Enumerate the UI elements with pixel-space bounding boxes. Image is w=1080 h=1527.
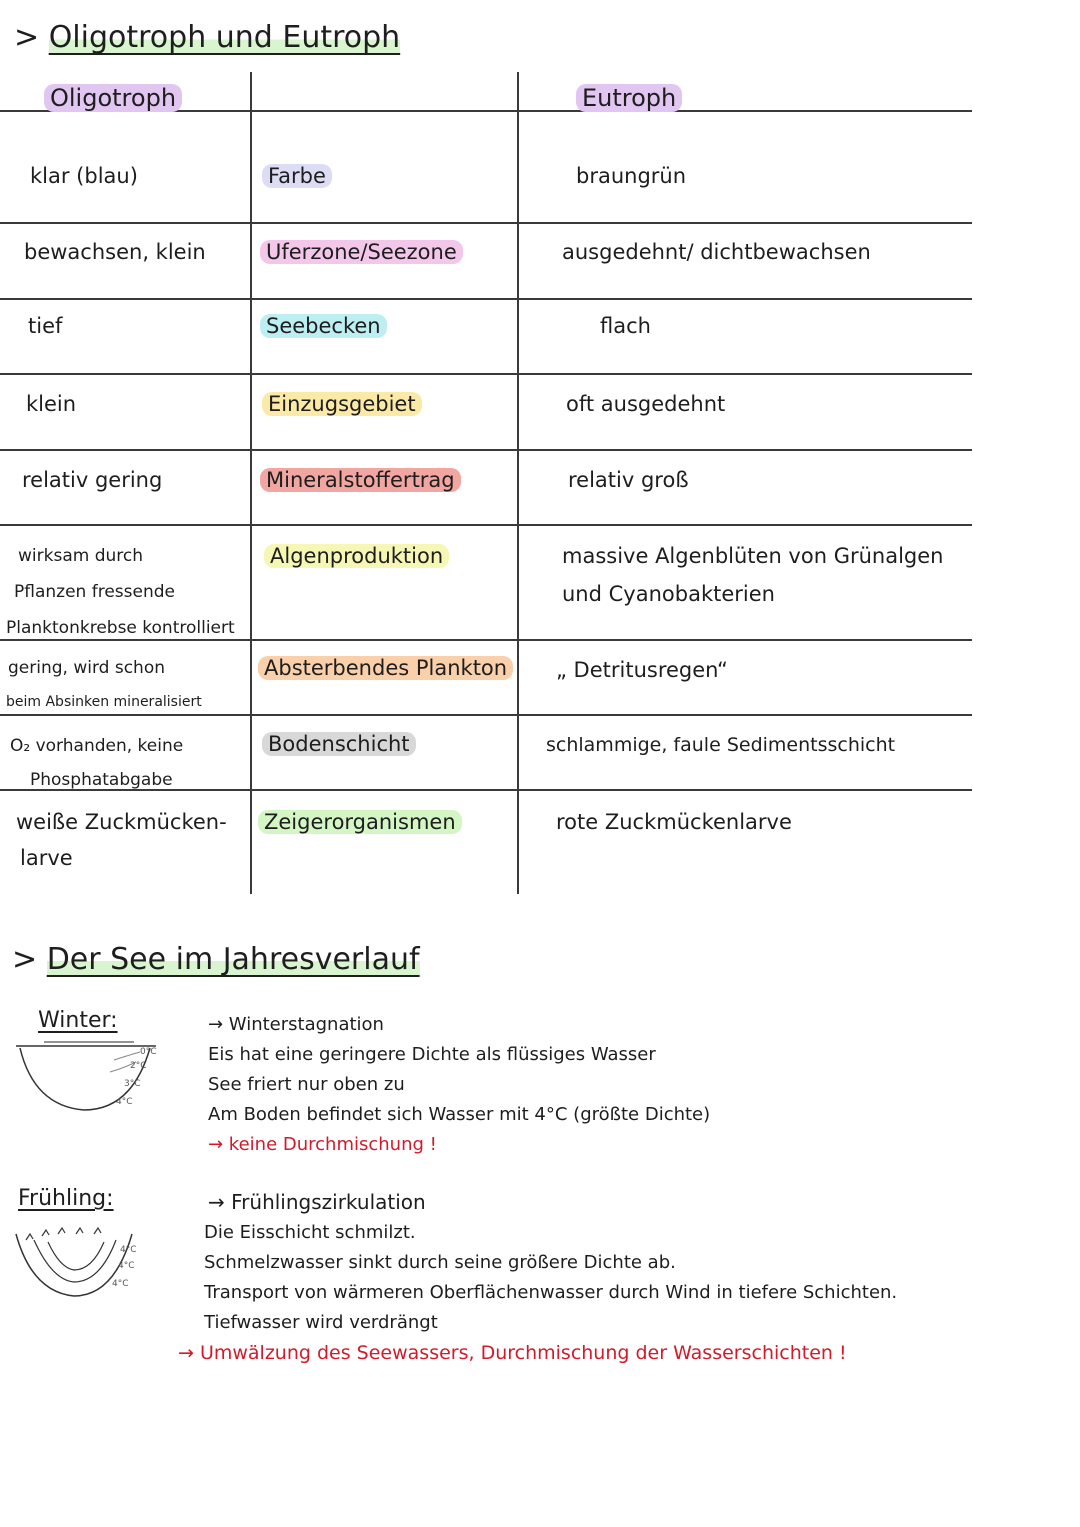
row3-mid <box>260 314 387 338</box>
row1-right: braungrün <box>576 164 687 188</box>
spring-temp-1: 4°C <box>118 1261 135 1271</box>
row9-left-line1: weiße Zuckmücken- <box>16 810 227 834</box>
section2-title: Der See im Jahresverlauf <box>46 942 420 977</box>
header-oligotroph <box>44 84 182 112</box>
table-rule <box>0 298 972 300</box>
winter-temp-3: 4°C <box>116 1097 133 1107</box>
row6-mid-label: Algenproduktion <box>264 544 449 568</box>
row4-mid-label: Einzugsgebiet <box>262 392 422 416</box>
heading-arrow: > <box>12 942 38 977</box>
spring-line-1: → Frühlingszirkulation <box>208 1190 426 1214</box>
row1-mid <box>262 164 332 188</box>
row8-mid <box>262 732 416 756</box>
row4-mid <box>262 392 422 416</box>
row4-right: oft ausgedehnt <box>566 392 726 416</box>
row7-left-line1: gering, wird schon <box>8 658 166 678</box>
spring-temp-2: 4°C <box>112 1279 129 1289</box>
row2-right: ausgedehnt/ dichtbewachsen <box>562 240 871 264</box>
row1-mid-label: Farbe <box>262 164 332 188</box>
row5-mid-label: Mineralstoffertrag <box>260 468 461 492</box>
header-eutroph-label: Eutroph <box>576 84 682 112</box>
row8-left-line1: O₂ vorhanden, keine <box>10 736 184 756</box>
winter-lake-diagram <box>14 1036 174 1120</box>
row8-left-line2: Phosphatabgabe <box>30 770 173 790</box>
table-rule <box>0 373 972 375</box>
table-rule <box>0 222 972 224</box>
row9-left-line2: larve <box>20 846 73 870</box>
row9-mid <box>258 810 462 834</box>
row6-left-line2: Pflanzen fressende <box>14 582 175 602</box>
winter-line-3: See friert nur oben zu <box>208 1074 405 1095</box>
row7-right: „ Detritusregen“ <box>556 658 728 682</box>
row7-mid-label: Absterbendes Plankton <box>258 656 513 680</box>
spring-line-5: Tiefwasser wird verdrängt <box>204 1312 438 1333</box>
winter-line-4: Am Boden befindet sich Wasser mit 4°C (größte Dichte) <box>208 1104 711 1125</box>
table-rule <box>0 639 972 641</box>
section1-heading <box>14 20 400 55</box>
winter-temp-2: 3°C <box>124 1079 141 1089</box>
table-rule <box>0 714 972 716</box>
row6-left-line3: Planktonkrebse kontrolliert <box>6 618 235 638</box>
row3-left: tief <box>28 314 63 338</box>
row9-right: rote Zuckmückenlarve <box>556 810 792 834</box>
spring-line-3: Schmelzwasser sinkt durch seine größere Dichte ab. <box>204 1252 676 1273</box>
row3-mid-label: Seebecken <box>260 314 387 338</box>
row1-left: klar (blau) <box>30 164 138 188</box>
row6-right-line2: und Cyanobakterien <box>562 582 775 606</box>
row7-mid <box>258 656 513 680</box>
winter-temp-0: 0°C <box>140 1047 157 1057</box>
row2-left: bewachsen, klein <box>24 240 206 264</box>
winter-temp-1: 2°C <box>130 1061 147 1071</box>
winter-line-2: Eis hat eine geringere Dichte als flüssiges Wasser <box>208 1044 656 1065</box>
heading-arrow: > <box>14 20 40 55</box>
row6-mid <box>264 544 449 568</box>
row6-right-line1: massive Algenblüten von Grünalgen <box>562 544 944 568</box>
winter-line-1: → Winterstagnation <box>208 1014 384 1035</box>
spring-temp-0: 4°C <box>120 1245 137 1255</box>
row2-mid <box>260 240 463 264</box>
row9-mid-label: Zeigerorganismen <box>258 810 462 834</box>
row3-right: flach <box>600 314 651 338</box>
table-divider-1 <box>250 72 252 894</box>
row5-right: relativ groß <box>568 468 689 492</box>
winter-conclusion: → keine Durchmischung ! <box>208 1134 437 1155</box>
winter-label: Winter: <box>38 1008 118 1033</box>
spring-label: Frühling: <box>18 1186 114 1211</box>
table-rule <box>0 449 972 451</box>
table-rule <box>0 524 972 526</box>
spring-line-4: Transport von wärmeren Oberflächenwasser durch Wind in tiefere Schichten. <box>204 1282 898 1303</box>
row5-mid <box>260 468 461 492</box>
row6-left-line1: wirksam durch <box>18 546 144 566</box>
row8-right: schlammige, faule Sedimentsschicht <box>546 734 896 756</box>
header-oligotroph-label: Oligotroph <box>44 84 182 112</box>
row2-mid-label: Uferzone/Seezone <box>260 240 463 264</box>
spring-lake-diagram <box>12 1226 162 1306</box>
section2-heading <box>12 942 420 977</box>
row5-left: relativ gering <box>22 468 163 492</box>
spring-conclusion: → Umwälzung des Seewassers, Durchmischung der Wasserschichten ! <box>178 1342 847 1364</box>
spring-line-2: Die Eisschicht schmilzt. <box>204 1222 416 1243</box>
section1-title: Oligotroph und Eutroph <box>48 20 401 55</box>
row8-mid-label: Bodenschicht <box>262 732 416 756</box>
header-eutroph <box>576 84 682 112</box>
row7-left-line2: beim Absinken mineralisiert <box>6 694 202 710</box>
row4-left: klein <box>26 392 77 416</box>
table-divider-2 <box>517 72 519 894</box>
